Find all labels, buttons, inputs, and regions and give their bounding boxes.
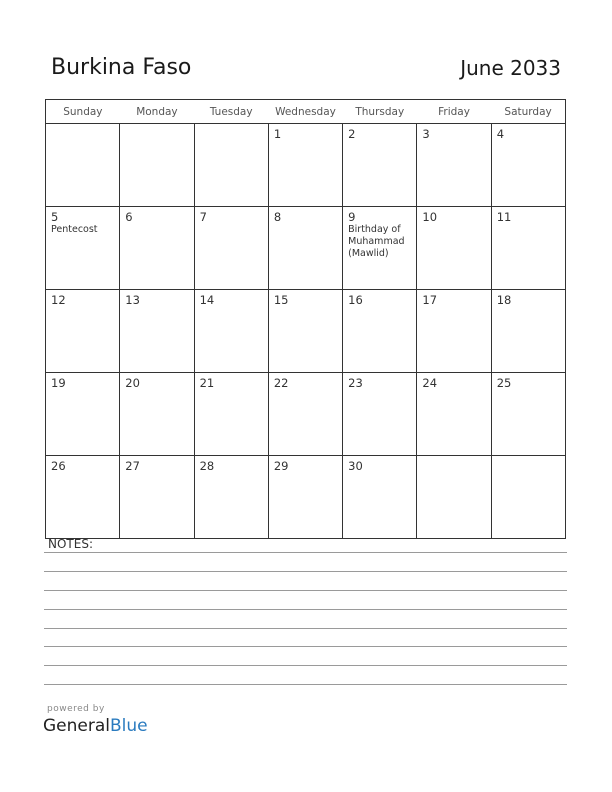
weekday-header: Saturday	[491, 100, 565, 124]
weekday-header: Tuesday	[194, 100, 268, 124]
day-number: 1	[273, 127, 282, 141]
notes-line	[44, 609, 567, 610]
brand-blue: Blue	[110, 716, 148, 736]
day-number: 15	[273, 293, 289, 307]
calendar-day-cell[interactable]	[417, 124, 491, 207]
calendar-day-cell[interactable]	[120, 207, 194, 290]
day-number: 14	[199, 293, 215, 307]
day-number: 5	[51, 210, 59, 224]
notes-line	[44, 552, 567, 553]
calendar-day-cell[interactable]	[120, 290, 194, 373]
day-number: 29	[273, 459, 289, 473]
calendar-week-row	[46, 373, 566, 456]
notes-label: NOTES:	[48, 537, 93, 551]
calendar-day-cell[interactable]	[194, 207, 268, 290]
calendar-day-cell[interactable]	[417, 207, 491, 290]
notes-line	[44, 665, 567, 666]
day-number: 11	[496, 210, 512, 224]
day-number: 7	[199, 210, 207, 224]
calendar-week-row	[46, 207, 566, 290]
calendar-day-cell[interactable]	[46, 456, 120, 539]
generalblue-logo[interactable]	[43, 716, 148, 736]
notes-line	[44, 590, 567, 591]
powered-by-text: powered by	[47, 704, 105, 714]
calendar-day-cell[interactable]	[268, 290, 342, 373]
day-number: 16	[348, 293, 363, 307]
calendar-day-cell[interactable]	[194, 124, 268, 207]
country-title: Burkina Faso	[51, 55, 192, 80]
calendar-day-cell[interactable]	[194, 290, 268, 373]
calendar-day-cell[interactable]	[417, 456, 491, 539]
calendar-day-cell[interactable]	[268, 456, 342, 539]
day-number: 13	[125, 293, 140, 307]
calendar-day-cell[interactable]	[46, 373, 120, 456]
weekday-header: Sunday	[46, 100, 120, 124]
day-number: 3	[422, 127, 430, 141]
day-number: 8	[273, 210, 282, 224]
weekday-header: Monday	[120, 100, 194, 124]
calendar-day-cell[interactable]	[343, 456, 417, 539]
day-number: 24	[422, 376, 438, 390]
calendar-day-cell[interactable]	[268, 207, 342, 290]
day-number: 19	[51, 376, 66, 390]
day-number: 21	[199, 376, 215, 390]
month-title: June 2033	[460, 56, 561, 80]
notes-line	[44, 684, 567, 685]
calendar-day-cell[interactable]	[120, 373, 194, 456]
day-number: 23	[348, 376, 363, 390]
day-number: 2	[348, 127, 356, 141]
calendar-day-cell[interactable]	[46, 207, 120, 290]
weekday-header: Wednesday	[268, 100, 342, 124]
weekday-header: Friday	[417, 100, 491, 124]
weekday-header-row	[46, 100, 566, 124]
day-number: 9	[348, 210, 356, 224]
brand-general: General	[43, 716, 110, 736]
calendar-day-cell[interactable]	[268, 124, 342, 207]
calendar-day-cell[interactable]	[417, 373, 491, 456]
day-number: 26	[51, 459, 66, 473]
calendar-day-cell[interactable]	[491, 373, 565, 456]
calendar-day-cell[interactable]	[120, 456, 194, 539]
weekday-header: Thursday	[343, 100, 417, 124]
calendar-day-cell[interactable]	[343, 124, 417, 207]
calendar-day-cell[interactable]	[491, 207, 565, 290]
calendar-day-cell[interactable]	[343, 207, 417, 290]
day-number: 4	[496, 127, 505, 141]
day-number: 27	[125, 459, 140, 473]
calendar-day-cell[interactable]	[194, 373, 268, 456]
calendar-day-cell[interactable]	[268, 373, 342, 456]
calendar-day-cell[interactable]	[343, 290, 417, 373]
calendar-week-row	[46, 290, 566, 373]
day-number: 30	[348, 459, 363, 473]
day-number: 18	[496, 293, 512, 307]
calendar-day-cell[interactable]	[120, 124, 194, 207]
calendar-day-cell[interactable]	[491, 290, 565, 373]
day-number: 28	[199, 459, 215, 473]
calendar-day-cell[interactable]	[491, 456, 565, 539]
holiday-label: Birthday of Muhammad (Mawlid)	[348, 224, 405, 259]
calendar-day-cell[interactable]	[343, 373, 417, 456]
day-number: 22	[273, 376, 289, 390]
calendar-week-row	[46, 124, 566, 207]
day-number: 25	[496, 376, 512, 390]
calendar-day-cell[interactable]	[46, 290, 120, 373]
day-number: 10	[422, 210, 438, 224]
calendar-day-cell[interactable]	[491, 124, 565, 207]
calendar-week-row	[46, 456, 566, 539]
calendar-day-cell[interactable]	[417, 290, 491, 373]
calendar-day-cell[interactable]	[46, 124, 120, 207]
calendar-day-cell[interactable]	[194, 456, 268, 539]
notes-line	[44, 571, 567, 572]
calendar-grid	[45, 99, 566, 539]
day-number: 6	[125, 210, 133, 224]
notes-line	[44, 628, 567, 629]
notes-line	[44, 646, 567, 647]
day-number: 12	[51, 293, 66, 307]
day-number: 17	[422, 293, 438, 307]
day-number: 20	[125, 376, 140, 390]
holiday-label: Pentecost	[51, 224, 98, 235]
